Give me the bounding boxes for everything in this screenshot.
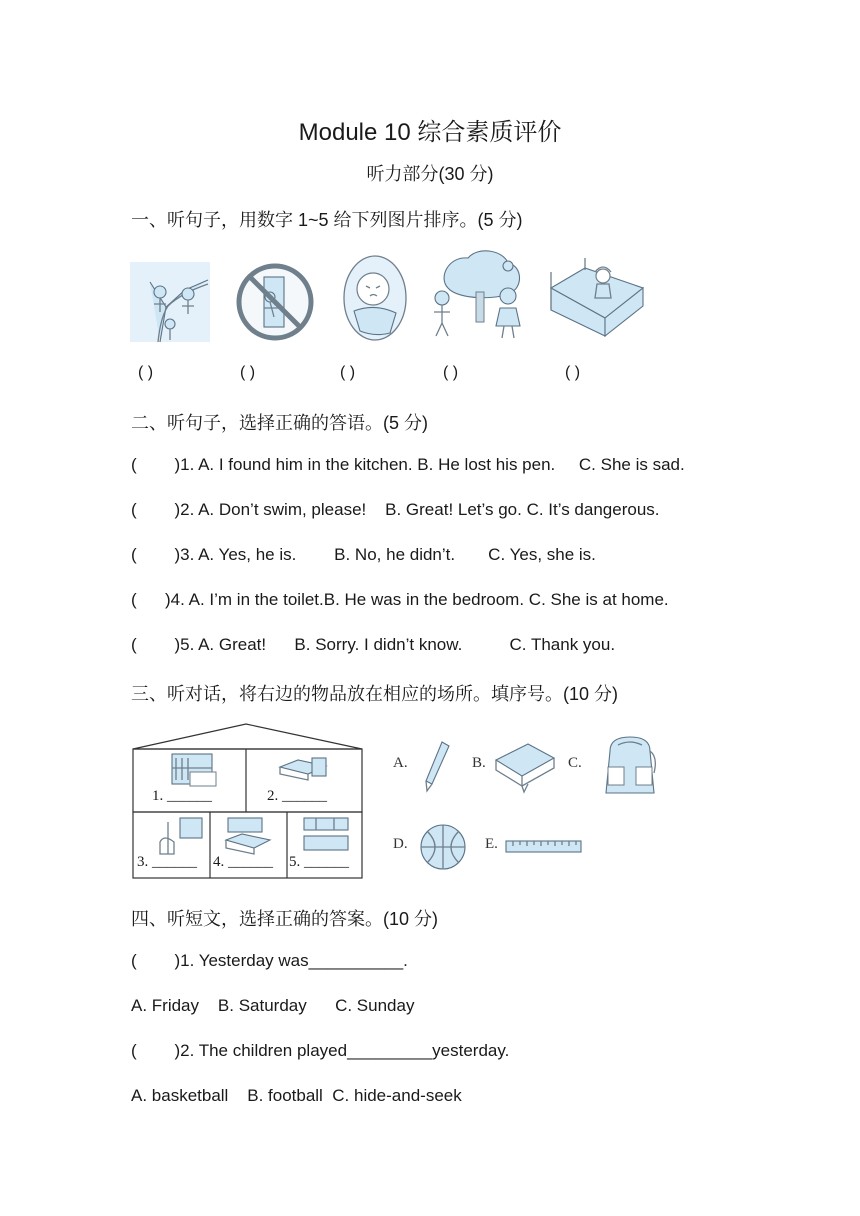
picture-4-answer-blank[interactable]: ( ): [443, 364, 459, 381]
no-climbing-sign-icon: [234, 262, 316, 342]
question-text: 3. A. Yes, he is. B. No, he didn’t. C. Yes, she is.: [180, 545, 596, 564]
question-row: [131, 635, 615, 655]
children-playing-under-tree-icon: [428, 248, 528, 340]
question-row: [131, 590, 669, 610]
item-d-label: D.: [393, 836, 408, 852]
pencil-icon: [422, 738, 452, 794]
picture-1-answer-blank[interactable]: ( ): [138, 364, 154, 381]
living-room-icon: [226, 818, 270, 854]
section3-heading: 三、听对话，将右边的物品放在相应的场所。填序号。(10 分): [131, 684, 619, 704]
ruler-icon: [505, 839, 583, 855]
section2-heading: 二、听句子，选择正确的答语。(5 分): [131, 413, 428, 433]
bathroom-icon: [160, 818, 202, 854]
item-a-label: A.: [393, 755, 408, 771]
children-climbing-tree-icon: [130, 262, 210, 342]
room-3-answer-blank[interactable]: 3. ______: [137, 854, 197, 870]
schoolbag-icon: [600, 733, 660, 797]
room-5-answer-blank[interactable]: 5. ______: [289, 854, 349, 870]
bedroom-icon: [280, 758, 326, 780]
question-row: [131, 1041, 509, 1061]
answer-blank[interactable]: ( ): [131, 545, 181, 564]
page-title: Module 10 综合素质评价: [298, 119, 562, 146]
study-room-icon: [172, 754, 216, 786]
page-subtitle: 听力部分(30 分): [366, 164, 494, 184]
item-e-label: E.: [485, 836, 498, 852]
section1-heading: 一、听句子，用数字 1~5 给下列图片排序。(5 分): [131, 210, 523, 230]
room-1-answer-blank[interactable]: 1. ______: [152, 788, 212, 804]
question-row: [131, 455, 685, 475]
question-text: 5. A. Great! B. Sorry. I didn’t know. C. Thank you.: [180, 635, 616, 654]
picture-3-answer-blank[interactable]: ( ): [340, 364, 356, 381]
question-row: [131, 545, 596, 565]
crying-baby-icon: [340, 253, 410, 343]
question-text: 1. A. I found him in the kitchen. B. He lost his pen. C. She is sad.: [180, 455, 685, 474]
question-text: 2. A. Don’t swim, please! B. Great! Let’s go. C. It’s dangerous.: [180, 500, 660, 519]
picture-2-answer-blank[interactable]: ( ): [240, 364, 256, 381]
question-options: A. Friday B. Saturday C. Sunday: [131, 996, 415, 1015]
question-text: 2. The children played_________yesterday.: [180, 1041, 510, 1060]
question-text: 1. Yesterday was__________.: [180, 951, 408, 970]
picture-5-answer-blank[interactable]: ( ): [565, 364, 581, 381]
question-row: [131, 500, 660, 520]
item-c-label: C.: [568, 755, 582, 771]
answer-blank[interactable]: ( ): [131, 951, 181, 970]
question-text: 4. A. I’m in the toilet.B. He was in the bedroom. C. She is at home.: [170, 590, 669, 609]
question-row: [131, 951, 408, 971]
basketball-icon: [419, 823, 469, 873]
answer-blank[interactable]: ( ): [131, 1041, 181, 1060]
house-roof: [133, 724, 362, 749]
answer-blank[interactable]: ( ): [131, 500, 181, 519]
answer-blank[interactable]: ( ): [131, 635, 181, 654]
section4-heading: 四、听短文，选择正确的答案。(10 分): [131, 909, 439, 929]
room-4-answer-blank[interactable]: 4. ______: [213, 854, 273, 870]
girl-in-bed-icon: [545, 258, 649, 338]
question-options: A. basketball B. football C. hide-and-seek: [131, 1086, 462, 1105]
answer-blank[interactable]: ( ): [131, 455, 181, 474]
kitchen-icon: [304, 818, 348, 850]
book-icon: [492, 740, 558, 792]
item-b-label: B.: [472, 755, 486, 771]
answer-blank[interactable]: ( ): [131, 590, 171, 609]
room-2-answer-blank[interactable]: 2. ______: [267, 788, 327, 804]
